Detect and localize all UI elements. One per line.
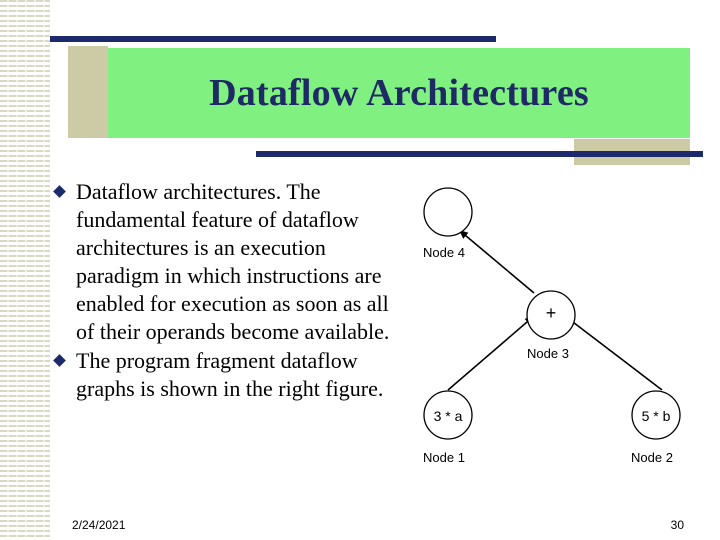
node2-label: Node 2 — [631, 450, 673, 465]
node2-expression: 5 * b — [641, 408, 671, 424]
node4-circle — [424, 188, 472, 236]
bullet-item — [52, 347, 392, 403]
bullet-text: The program fragment dataflow graphs is shown in the right figure. — [76, 348, 384, 401]
slide-date: 2/24/2021 — [72, 518, 126, 532]
dataflow-graph-diagram — [415, 176, 695, 476]
edge-node1-to-node3 — [448, 316, 534, 390]
title-tan-block-left — [68, 46, 108, 138]
diamond-bullet-icon — [53, 354, 66, 367]
node3-operator: + — [545, 303, 557, 323]
slide-page-number: 30 — [670, 518, 684, 532]
bottom-accent-bar — [256, 151, 703, 157]
bullet-list — [52, 178, 392, 404]
left-decorative-stripe — [0, 0, 50, 540]
title-banner — [108, 48, 690, 138]
node4-label: Node 4 — [423, 245, 465, 260]
bullet-text: Dataflow architectures. The fundamental feature of dataflow architectures is an execution paradigm in which instructions are enabled for execution as soon as all of their operands become available. — [76, 179, 390, 344]
diamond-bullet-icon — [53, 185, 66, 198]
node3-label: Node 3 — [527, 346, 569, 361]
edge-node2-to-node3 — [565, 316, 662, 390]
node1-label: Node 1 — [423, 450, 465, 465]
slide-title: Dataflow Architectures — [209, 72, 589, 114]
edge-node3-to-node4 — [459, 230, 534, 293]
node1-expression: 3 * a — [433, 408, 463, 424]
top-accent-bar — [50, 36, 496, 42]
bullet-item — [52, 178, 392, 346]
